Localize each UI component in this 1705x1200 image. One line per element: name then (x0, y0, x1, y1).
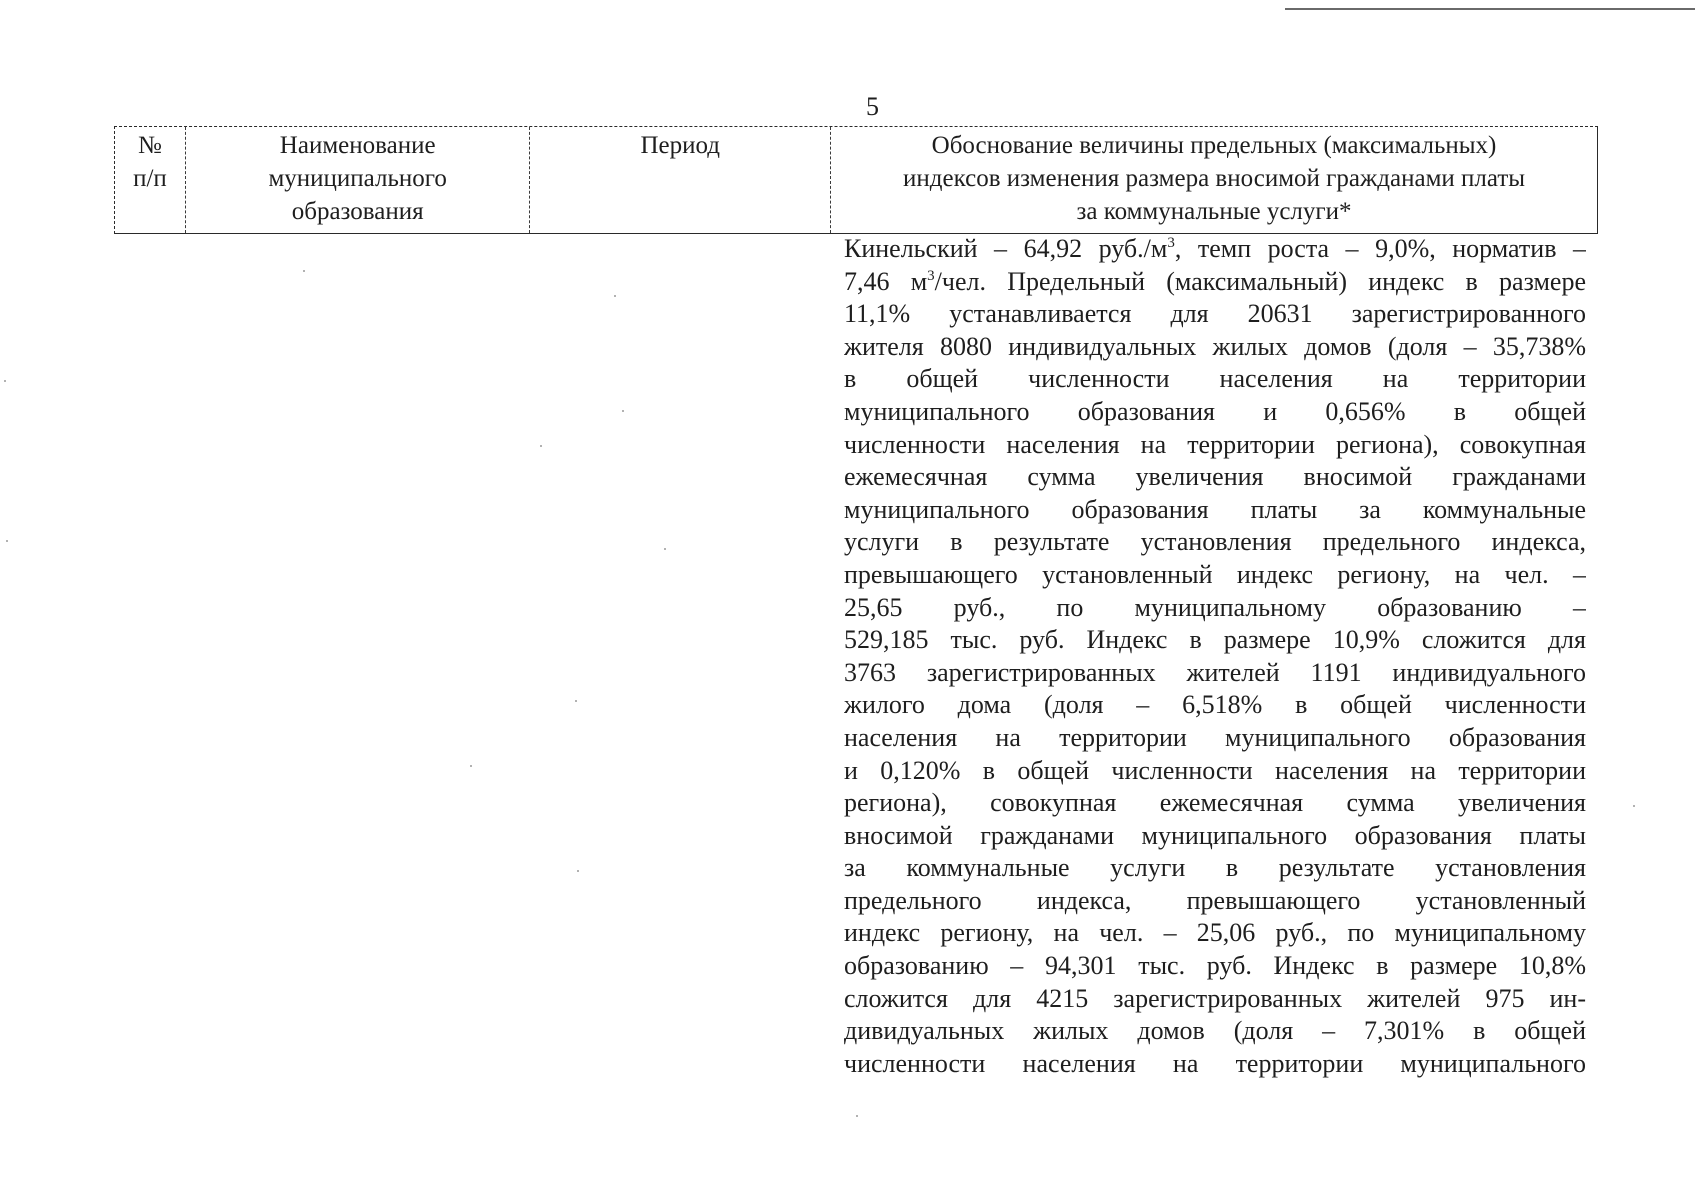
header-municipality-line-2: муниципального (268, 165, 447, 192)
scan-speck (4, 380, 6, 382)
scan-speck (622, 410, 624, 412)
table-header (114, 126, 1598, 234)
body-line: муниципального образования и 0,656% в общей (844, 396, 1586, 426)
body-text-fragment: 7,46 м (844, 266, 928, 296)
header-basis-line-1: Обоснование величины предельных (максимальных) (931, 132, 1497, 159)
body-line: в общей численности населения на территории (844, 364, 1586, 394)
header-municipality-line-3: образования (291, 198, 424, 225)
body-line: предельного индекса, превышающего установленный (844, 885, 1586, 915)
body-line: и 0,120% в общей численности населения на территории (844, 755, 1586, 785)
header-cell-period (530, 127, 831, 233)
body-line: 3763 зарегистрированных жителей 1191 индивидуального (844, 657, 1586, 687)
body-text-fragment: /чел. Предельный (максимальный) индекс в размере (934, 266, 1586, 296)
body-line (844, 233, 1586, 266)
body-line: 11,1% устанавливается для 20631 зарегистрированного (844, 299, 1586, 329)
header-cell-basis (831, 127, 1597, 233)
body-line: ежемесячная сумма увеличения вносимой гражданами (844, 462, 1586, 492)
body-line: 25,65 руб., по муниципальному образованию – (844, 592, 1586, 622)
body-line: численности населения на территории муниципального (844, 1048, 1586, 1078)
body-line: за коммунальные услуги в результате установления (844, 853, 1586, 883)
header-number-line-1: № (138, 132, 162, 159)
header-number-line-2: п/п (133, 165, 167, 192)
header-basis-line-3: за коммунальные услуги* (1076, 198, 1352, 225)
body-line: муниципального образования платы за коммунальные (844, 494, 1586, 524)
header-cell-municipality (186, 127, 531, 233)
body-line: вносимой гражданами муниципального образования платы (844, 820, 1586, 850)
scan-speck (575, 700, 577, 702)
body-line: населения на территории муниципального образования (844, 722, 1586, 752)
basis-text-column (844, 233, 1586, 1080)
scan-speck (856, 1115, 858, 1117)
superscript: 3 (1167, 235, 1175, 251)
body-line: жителя 8080 индивидуальных жилых домов (доля – 35,738% (844, 331, 1586, 361)
scan-speck (1633, 805, 1635, 807)
header-cell-number (115, 127, 186, 233)
scan-speck (6, 540, 8, 542)
scan-speck (470, 765, 472, 767)
body-line: численности населения на территории региона), совокупная (844, 429, 1586, 459)
body-line: образованию – 94,301 тыс. руб. Индекс в размере 10,8% (844, 951, 1586, 981)
body-line: дивидуальных жилых домов (доля – 7,301% в общей (844, 1016, 1586, 1046)
superscript: 3 (927, 267, 935, 284)
header-period-line-1: Период (640, 132, 720, 159)
body-line: индекс региону, на чел. – 25,06 руб., по муниципальному (844, 918, 1586, 948)
body-line: жилого дома (доля – 6,518% в общей численности (844, 690, 1586, 720)
scan-speck (664, 548, 666, 550)
body-line: сложится для 4215 зарегистрированных жителей 975 ин- (844, 983, 1586, 1013)
body-text-fragment: , темп роста – 9,0%, норматив – (1174, 234, 1586, 263)
scan-speck (577, 870, 579, 872)
body-line (844, 266, 1586, 299)
header-basis-line-2: индексов изменения размера вносимой гражданами платы (903, 165, 1526, 192)
scan-speck (303, 270, 305, 272)
body-line: превышающего установленный индекс региону, на чел. – (844, 559, 1586, 589)
page-number: 5 (866, 92, 879, 121)
body-text-fragment: Кинельский – 64,92 руб./м (844, 234, 1168, 263)
body-line: услуги в результате установления предельного индекса, (844, 527, 1586, 557)
body-line: региона), совокупная ежемесячная сумма увеличения (844, 788, 1586, 818)
scan-edge-rule (1285, 8, 1695, 10)
header-municipality-line-1: Наименование (279, 132, 436, 159)
body-line: 529,185 тыс. руб. Индекс в размере 10,9% сложится для (844, 625, 1586, 655)
scan-speck (540, 445, 542, 447)
scan-speck (614, 295, 616, 297)
